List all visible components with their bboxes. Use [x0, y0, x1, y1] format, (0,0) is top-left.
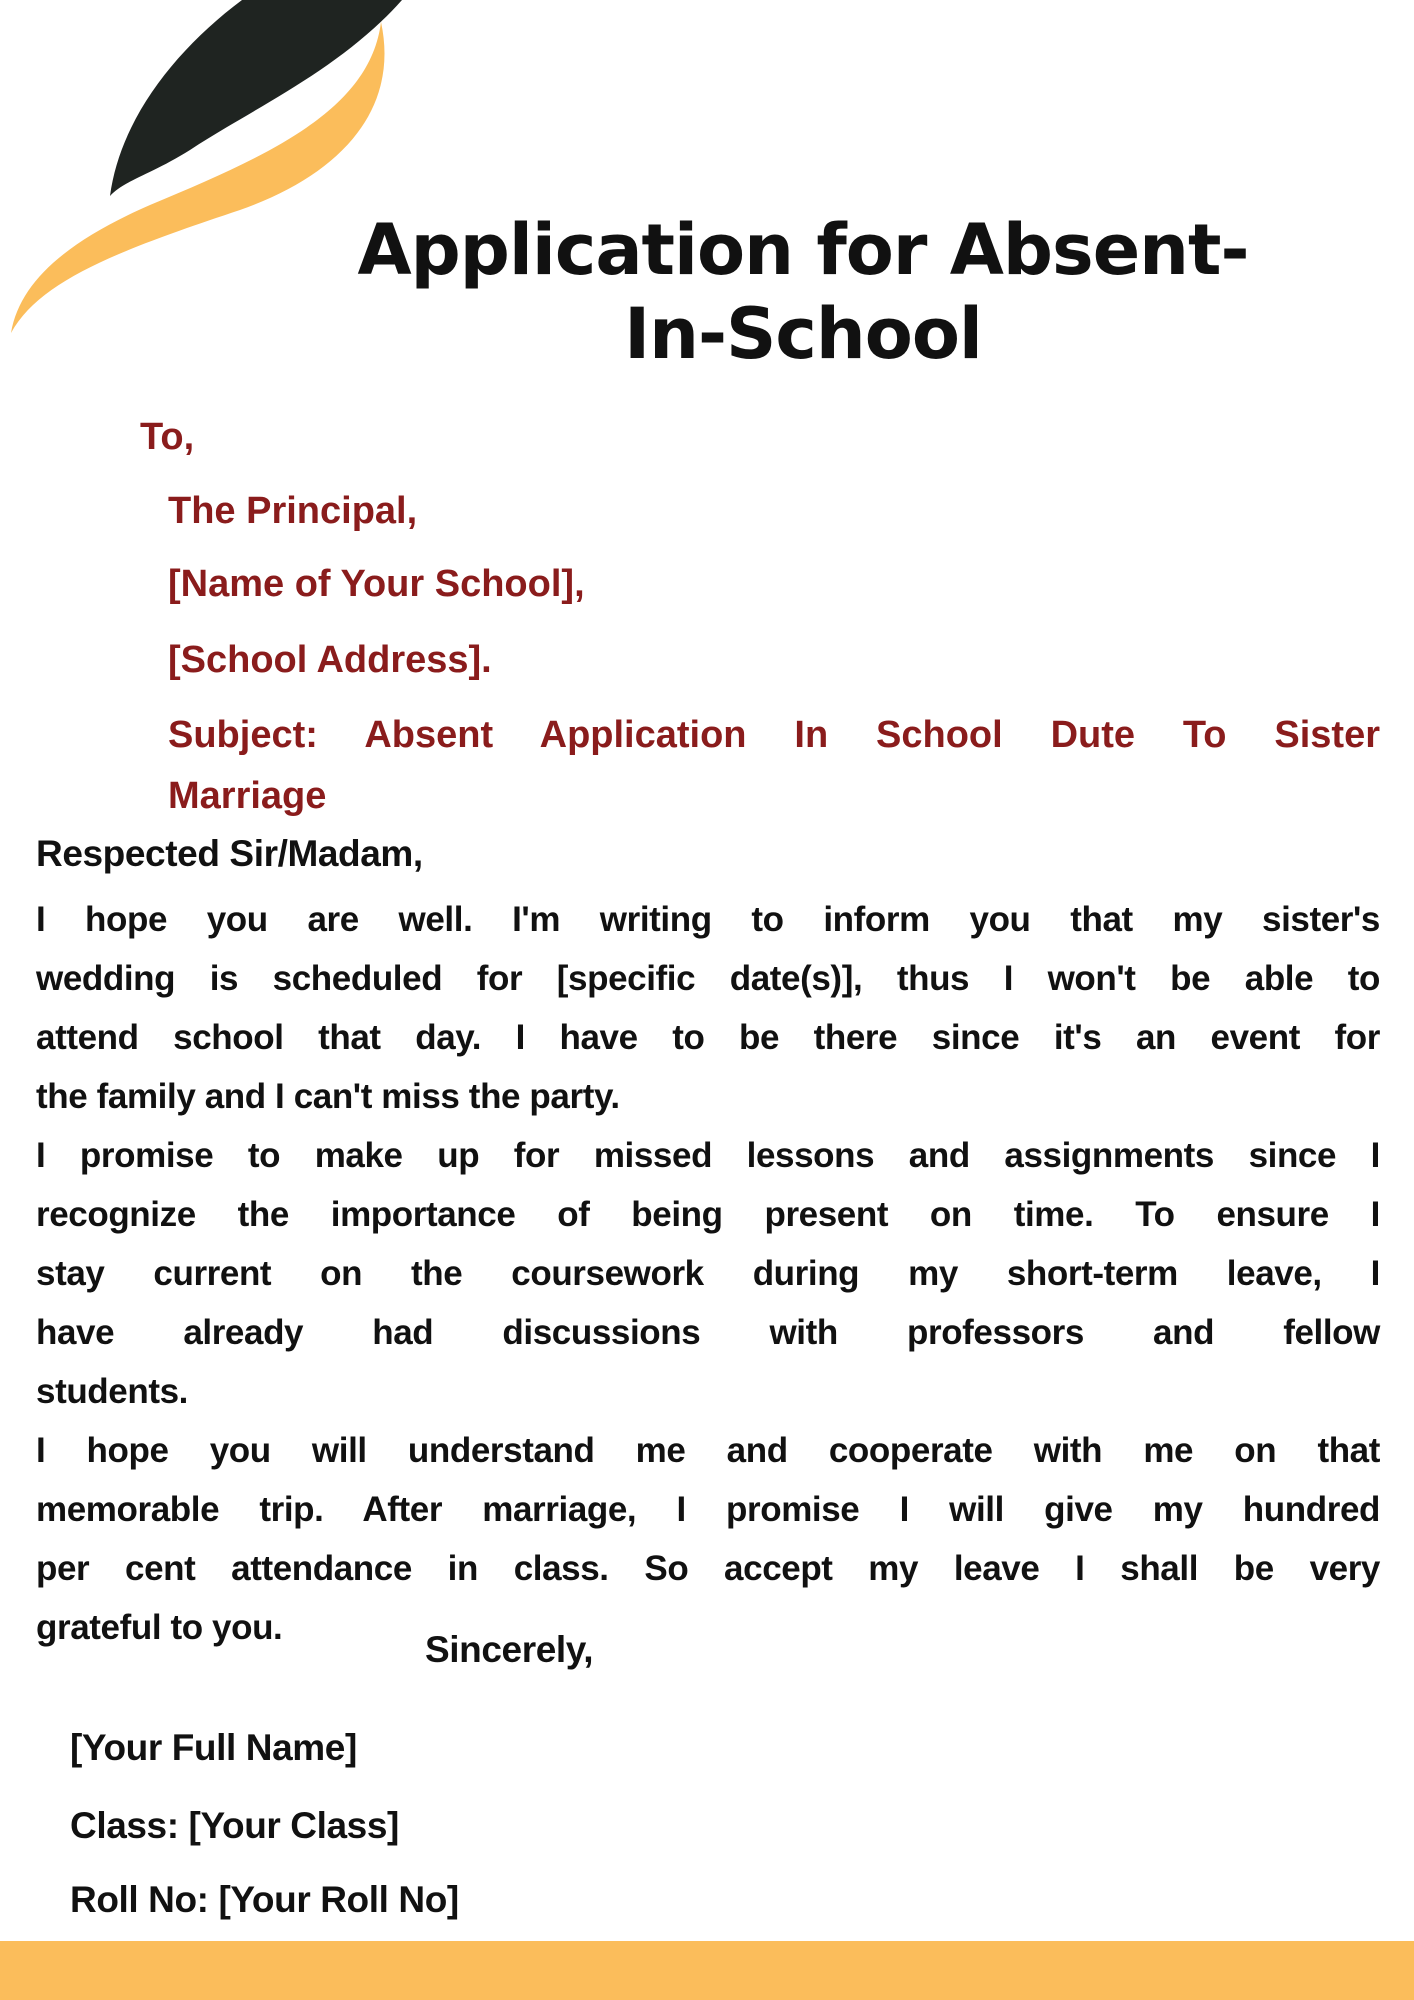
signature-name: [Your Full Name]: [70, 1727, 357, 1768]
paragraph-line: per cent attendance in class. So accept my leave I shall be very: [36, 1549, 1380, 1588]
address-school-name: [Name of Your School],: [168, 563, 585, 605]
paragraph-line: I hope you will understand me and cooperate with me on that: [36, 1431, 1380, 1470]
subject-text-line: Subject: Absent Application In School Dute To Sister: [168, 714, 1380, 756]
subject-line: [168, 705, 1380, 827]
paragraph-line: have already had discussions with professors and fellow: [36, 1313, 1380, 1352]
paragraph-line: grateful to you.: [36, 1608, 283, 1647]
signature-class: Class: [Your Class]: [70, 1805, 399, 1846]
title-line-2: In-School: [624, 293, 982, 375]
paragraph-2: [36, 1126, 1380, 1421]
paragraph-3: [36, 1421, 1380, 1657]
signature-roll: Roll No: [Your Roll No]: [70, 1879, 459, 1920]
paragraph-line: recognize the importance of being present on time. To ensure I: [36, 1195, 1380, 1234]
address-recipient: The Principal,: [168, 490, 418, 532]
address-school-address: [School Address].: [168, 639, 492, 681]
footer-bar: [0, 1941, 1414, 2000]
paragraph-line: I promise to make up for missed lessons and assignments since I: [36, 1136, 1380, 1175]
subject-text-line: Marriage: [168, 775, 327, 817]
page-title: [300, 208, 1306, 376]
paragraph-line: wedding is scheduled for [specific date(s)], thus I won't be able to: [36, 959, 1380, 998]
title-line-1: Application for Absent-: [357, 209, 1249, 291]
paragraph-line: memorable trip. After marriage, I promise I will give my hundred: [36, 1490, 1380, 1529]
paragraph-line: attend school that day. I have to be there since it's an event for: [36, 1018, 1380, 1057]
paragraph-line: the family and I can't miss the party.: [36, 1077, 620, 1116]
paragraph-line: students.: [36, 1372, 188, 1411]
salutation: Respected Sir/Madam,: [36, 833, 423, 874]
paragraph-line: I hope you are well. I'm writing to inform you that my sister's: [36, 900, 1380, 939]
address-to: To,: [140, 416, 195, 458]
paragraph-1: [36, 890, 1380, 1126]
closing: Sincerely,: [425, 1629, 594, 1670]
paragraph-line: stay current on the coursework during my short-term leave, I: [36, 1254, 1380, 1293]
